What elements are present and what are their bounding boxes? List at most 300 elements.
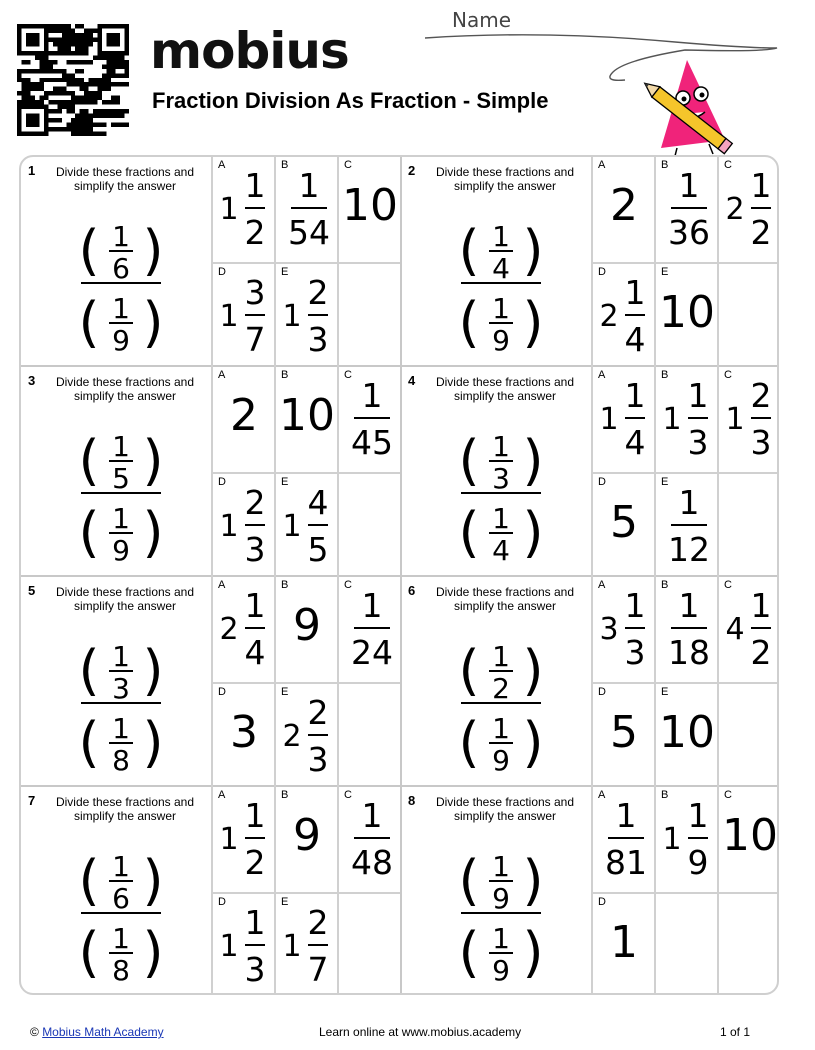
answer-choice-d[interactable]: [591, 892, 654, 995]
answer-choice-c[interactable]: [337, 367, 400, 472]
choice-whole: 10: [722, 810, 778, 861]
answer-choice-b[interactable]: [654, 157, 717, 262]
choice-whole: 2: [610, 180, 638, 231]
choice-value: [593, 264, 656, 369]
choice-letter: D: [218, 476, 226, 488]
top-fraction-numerator: 1: [112, 430, 130, 463]
answer-choice-a[interactable]: [211, 577, 274, 682]
paren-left: (: [458, 291, 480, 354]
answer-choice-c[interactable]: [717, 577, 779, 682]
top-fraction-denominator: 6: [112, 252, 130, 285]
top-fraction-numerator: 1: [112, 640, 130, 673]
answer-choice-d[interactable]: [211, 472, 274, 577]
choice-value: [656, 367, 719, 472]
empty-cell: [337, 892, 400, 995]
choice-numerator: 1: [624, 273, 646, 312]
paren-left: (: [78, 219, 100, 282]
choice-value: [593, 474, 656, 579]
choice-denominator: 3: [307, 320, 329, 359]
pencil-mascot-icon: [641, 60, 733, 156]
problem-prompt: Divide these fractions and simplify the answer: [435, 375, 575, 403]
choice-value: [656, 157, 719, 262]
choice-letter: B: [281, 579, 289, 591]
copyright-symbol: ©: [30, 1025, 39, 1039]
problem-8: [401, 787, 779, 995]
choice-numerator: 1: [624, 376, 646, 415]
paren-right: ): [142, 291, 164, 354]
problem-5: [21, 577, 401, 787]
choice-letter: D: [598, 476, 606, 488]
choice-whole: 5: [610, 497, 638, 548]
choice-letter: C: [344, 369, 352, 381]
choice-denominator: 9: [687, 843, 709, 882]
answer-choice-c[interactable]: [337, 157, 400, 262]
empty-cell: [337, 262, 400, 367]
complex-fraction: [451, 627, 551, 787]
complex-fraction: [71, 837, 171, 995]
choice-whole: 1: [610, 917, 638, 968]
answer-choice-a[interactable]: [591, 367, 654, 472]
choice-numerator: 1: [687, 796, 709, 835]
choice-value: [656, 577, 719, 682]
bottom-fraction-numerator: 1: [492, 292, 510, 325]
complex-fraction: [71, 207, 171, 367]
choice-whole: 5: [610, 707, 638, 758]
choice-numerator: 1: [244, 903, 266, 942]
paren-left: (: [78, 501, 100, 564]
bottom-fraction-numerator: 1: [492, 502, 510, 535]
choice-whole: 3: [599, 612, 619, 647]
choice-value: [719, 367, 779, 472]
empty-cell: [717, 262, 779, 367]
choice-letter: A: [218, 579, 226, 591]
choice-numerator: 1: [361, 376, 383, 415]
choice-whole: 1: [219, 509, 239, 544]
choice-value: [213, 894, 276, 995]
paren-right: ): [522, 639, 544, 702]
choice-numerator: 1: [298, 166, 320, 205]
top-fraction-denominator: 3: [492, 462, 510, 495]
choice-numerator: 1: [678, 483, 700, 522]
choice-letter: A: [598, 789, 606, 801]
paren-right: ): [522, 291, 544, 354]
choice-denominator: 3: [750, 423, 772, 462]
answer-choice-d[interactable]: [211, 892, 274, 995]
choice-letter: A: [218, 159, 226, 171]
answer-choice-e[interactable]: [654, 472, 717, 577]
choice-value: [213, 367, 276, 472]
choice-value: [276, 577, 339, 682]
problem-prompt: Divide these fractions and simplify the answer: [55, 165, 195, 193]
complex-fraction: [451, 417, 551, 577]
choice-whole: 2: [282, 719, 302, 754]
choice-value: [276, 684, 339, 789]
choice-whole: 3: [230, 707, 258, 758]
bottom-fraction-denominator: 9: [492, 744, 510, 777]
answer-choice-d[interactable]: [211, 262, 274, 367]
answer-choice-c[interactable]: [717, 157, 779, 262]
choice-letter: E: [281, 476, 289, 488]
bottom-fraction-denominator: 4: [492, 534, 510, 567]
choice-value: [213, 577, 276, 682]
choice-whole: 2: [599, 299, 619, 334]
problem-number: 1: [28, 163, 36, 178]
choice-whole: 10: [279, 390, 335, 441]
choice-whole: 1: [219, 929, 239, 964]
choice-value: [213, 684, 276, 789]
answer-choice-a[interactable]: [211, 367, 274, 472]
choice-numerator: 1: [678, 586, 700, 625]
answer-choice-c[interactable]: [717, 367, 779, 472]
choice-numerator: 1: [244, 586, 266, 625]
answer-choice-b[interactable]: [274, 157, 337, 262]
choice-value: [339, 787, 402, 892]
choice-denominator: 4: [244, 633, 266, 672]
choice-whole: 10: [342, 180, 398, 231]
choice-denominator: 4: [624, 423, 646, 462]
choice-value: [339, 367, 402, 472]
paren-right: ): [522, 501, 544, 564]
choice-denominator: 5: [307, 530, 329, 569]
choice-letter: A: [598, 369, 606, 381]
top-fraction-numerator: 1: [492, 430, 510, 463]
bottom-fraction-numerator: 1: [112, 712, 130, 745]
choice-letter: B: [281, 159, 289, 171]
choice-denominator: 3: [244, 530, 266, 569]
choice-value: [593, 684, 656, 789]
complex-fraction: [451, 207, 551, 367]
choice-denominator: 7: [244, 320, 266, 359]
choice-value: [719, 157, 779, 262]
answer-choice-e[interactable]: [654, 682, 717, 787]
problem-1: [21, 157, 401, 367]
paren-right: ): [142, 921, 164, 984]
problem-number: 5: [28, 583, 36, 598]
paren-right: ): [142, 501, 164, 564]
problem-prompt: Divide these fractions and simplify the answer: [55, 375, 195, 403]
bottom-fraction-denominator: 8: [112, 954, 130, 987]
name-line-decoration: [425, 30, 785, 158]
top-fraction-denominator: 4: [492, 252, 510, 285]
choice-denominator: 2: [244, 843, 266, 882]
choice-denominator: 36: [668, 213, 710, 252]
choice-denominator: 48: [351, 843, 393, 882]
choice-whole: 9: [293, 600, 321, 651]
answer-choice-a[interactable]: [211, 787, 274, 892]
choice-numerator: 2: [307, 693, 329, 732]
top-fraction-numerator: 1: [492, 220, 510, 253]
problem-prompt: Divide these fractions and simplify the answer: [55, 795, 195, 823]
choice-value: [276, 787, 339, 892]
footer-center-text: Learn online at www.mobius.academy: [319, 1025, 522, 1039]
choice-letter: B: [661, 159, 669, 171]
choice-letter: A: [218, 369, 226, 381]
choice-value: [656, 264, 719, 369]
paren-left: (: [78, 639, 100, 702]
paren-left: (: [78, 921, 100, 984]
answer-choice-d[interactable]: [591, 262, 654, 367]
choice-whole: 1: [662, 402, 682, 437]
choice-value: [213, 157, 276, 262]
choice-letter: B: [661, 369, 669, 381]
choice-denominator: 24: [351, 633, 393, 672]
top-fraction-numerator: 1: [492, 850, 510, 883]
choice-letter: E: [661, 266, 669, 278]
choice-whole: 2: [230, 390, 258, 441]
problem-number: 4: [408, 373, 416, 388]
choice-numerator: 2: [307, 273, 329, 312]
choice-denominator: 2: [750, 213, 772, 252]
choice-whole: 9: [293, 810, 321, 861]
choice-letter: C: [724, 789, 732, 801]
bottom-fraction-numerator: 1: [492, 922, 510, 955]
complex-fraction: [451, 837, 551, 995]
choice-letter: D: [598, 266, 606, 278]
choice-denominator: 18: [668, 633, 710, 672]
choice-whole: 4: [725, 612, 745, 647]
answer-choice-b[interactable]: [654, 577, 717, 682]
problem-number: 6: [408, 583, 416, 598]
bottom-fraction-numerator: 1: [112, 502, 130, 535]
choice-letter: E: [281, 896, 289, 908]
paren-right: ): [522, 219, 544, 282]
problem-number: 8: [408, 793, 416, 808]
answer-choice-e[interactable]: [274, 472, 337, 577]
choice-letter: D: [218, 896, 226, 908]
paren-left: (: [78, 711, 100, 774]
problem-6: [401, 577, 779, 787]
empty-cell: [337, 682, 400, 787]
paren-left: (: [78, 291, 100, 354]
choice-value: [719, 787, 779, 892]
choice-value: [276, 367, 339, 472]
answer-choice-e[interactable]: [274, 892, 337, 995]
answer-choice-a[interactable]: [591, 577, 654, 682]
choice-value: [593, 787, 656, 892]
choice-value: [276, 894, 339, 995]
top-fraction-denominator: 9: [492, 882, 510, 915]
answer-choice-a[interactable]: [591, 157, 654, 262]
choice-letter: B: [281, 789, 289, 801]
choice-denominator: 7: [307, 950, 329, 989]
empty-cell: [717, 892, 779, 995]
choice-letter: B: [661, 579, 669, 591]
bottom-fraction-numerator: 1: [112, 922, 130, 955]
answer-choice-c[interactable]: [337, 577, 400, 682]
empty-cell: [654, 892, 717, 995]
choice-numerator: 1: [244, 796, 266, 835]
paren-left: (: [458, 849, 480, 912]
problem-prompt: Divide these fractions and simplify the answer: [435, 585, 575, 613]
answer-choice-e[interactable]: [274, 262, 337, 367]
mobius-logo: mobius: [150, 22, 349, 80]
choice-denominator: 3: [687, 423, 709, 462]
answer-choice-a[interactable]: [591, 787, 654, 892]
choice-numerator: 3: [244, 273, 266, 312]
bottom-fraction-denominator: 9: [112, 534, 130, 567]
empty-cell: [717, 682, 779, 787]
paren-left: (: [458, 429, 480, 492]
problem-prompt: Divide these fractions and simplify the answer: [55, 585, 195, 613]
choice-whole: 1: [662, 822, 682, 857]
paren-right: ): [142, 429, 164, 492]
answer-choice-b[interactable]: [274, 367, 337, 472]
answer-choice-b[interactable]: [654, 367, 717, 472]
answer-choice-c[interactable]: [717, 787, 779, 892]
problem-4: [401, 367, 779, 577]
top-fraction-numerator: 1: [112, 220, 130, 253]
choice-letter: D: [218, 266, 226, 278]
choice-numerator: 1: [244, 166, 266, 205]
problem-grid: [19, 155, 779, 995]
choice-numerator: 1: [615, 796, 637, 835]
choice-letter: C: [724, 579, 732, 591]
top-fraction-numerator: 1: [112, 850, 130, 883]
choice-denominator: 81: [605, 843, 647, 882]
choice-letter: C: [344, 159, 352, 171]
paren-left: (: [458, 711, 480, 774]
choice-whole: 10: [659, 707, 715, 758]
problem-2: [401, 157, 779, 367]
choice-letter: B: [281, 369, 289, 381]
choice-whole: 1: [282, 929, 302, 964]
choice-letter: E: [661, 686, 669, 698]
choice-value: [656, 474, 719, 579]
choice-denominator: 12: [668, 530, 710, 569]
choice-whole: 10: [659, 287, 715, 338]
worksheet-title: Fraction Division As Fraction - Simple: [152, 88, 549, 113]
choice-letter: E: [281, 266, 289, 278]
choice-denominator: 2: [750, 633, 772, 672]
choice-denominator: 45: [351, 423, 393, 462]
problem-number: 2: [408, 163, 416, 178]
top-fraction-denominator: 2: [492, 672, 510, 705]
choice-whole: 1: [725, 402, 745, 437]
choice-denominator: 54: [288, 213, 330, 252]
choice-whole: 1: [282, 299, 302, 334]
paren-left: (: [458, 921, 480, 984]
choice-value: [339, 577, 402, 682]
answer-choice-b[interactable]: [654, 787, 717, 892]
answer-choice-d[interactable]: [591, 472, 654, 577]
choice-letter: D: [218, 686, 226, 698]
choice-numerator: 1: [361, 796, 383, 835]
choice-letter: D: [598, 686, 606, 698]
choice-whole: 2: [219, 612, 239, 647]
choice-denominator: 3: [624, 633, 646, 672]
choice-letter: C: [344, 579, 352, 591]
bottom-fraction-numerator: 1: [112, 292, 130, 325]
top-fraction-denominator: 3: [112, 672, 130, 705]
choice-denominator: 2: [244, 213, 266, 252]
paren-right: ): [522, 711, 544, 774]
choice-numerator: 2: [750, 376, 772, 415]
choice-denominator: 4: [624, 320, 646, 359]
paren-left: (: [458, 639, 480, 702]
choice-numerator: 1: [750, 166, 772, 205]
choice-value: [593, 157, 656, 262]
choice-value: [276, 264, 339, 369]
choice-denominator: 3: [244, 950, 266, 989]
choice-value: [656, 787, 719, 892]
choice-letter: D: [598, 896, 606, 908]
top-fraction-denominator: 6: [112, 882, 130, 915]
choice-value: [719, 577, 779, 682]
paren-right: ): [142, 219, 164, 282]
choice-value: [593, 894, 656, 995]
paren-right: ): [142, 849, 164, 912]
choice-whole: 2: [725, 192, 745, 227]
bottom-fraction-numerator: 1: [492, 712, 510, 745]
choice-value: [593, 367, 656, 472]
answer-choice-d[interactable]: [211, 682, 274, 787]
choice-numerator: 4: [307, 483, 329, 522]
choice-value: [656, 684, 719, 789]
bottom-fraction-denominator: 9: [112, 324, 130, 357]
bottom-fraction-denominator: 8: [112, 744, 130, 777]
paren-left: (: [78, 429, 100, 492]
problem-number: 7: [28, 793, 36, 808]
problem-7: [21, 787, 401, 995]
top-fraction-numerator: 1: [492, 640, 510, 673]
choice-letter: B: [661, 789, 669, 801]
answer-choice-b[interactable]: [274, 577, 337, 682]
footer-copyright: [30, 1025, 164, 1039]
choice-whole: 1: [219, 299, 239, 334]
problem-prompt: Divide these fractions and simplify the answer: [435, 165, 575, 193]
paren-right: ): [142, 711, 164, 774]
choice-numerator: 1: [361, 586, 383, 625]
answer-choice-a[interactable]: [211, 157, 274, 262]
choice-letter: C: [724, 159, 732, 171]
choice-numerator: 1: [624, 586, 646, 625]
complex-fraction: [71, 627, 171, 787]
empty-cell: [717, 472, 779, 577]
choice-letter: A: [218, 789, 226, 801]
choice-value: [213, 474, 276, 579]
problem-number: 3: [28, 373, 36, 388]
answer-choice-e[interactable]: [274, 682, 337, 787]
footer-page-number: 1 of 1: [720, 1025, 751, 1039]
paren-left: (: [458, 219, 480, 282]
paren-right: ): [142, 639, 164, 702]
bottom-fraction-denominator: 9: [492, 324, 510, 357]
answer-choice-e[interactable]: [654, 262, 717, 367]
answer-choice-b[interactable]: [274, 787, 337, 892]
mobius-academy-link[interactable]: Mobius Math Academy: [42, 1025, 164, 1039]
qr-code-icon: [17, 24, 129, 136]
choice-numerator: 1: [750, 586, 772, 625]
answer-choice-d[interactable]: [591, 682, 654, 787]
choice-letter: A: [598, 579, 606, 591]
choice-letter: C: [724, 369, 732, 381]
choice-letter: E: [661, 476, 669, 488]
top-fraction-denominator: 5: [112, 462, 130, 495]
choice-letter: C: [344, 789, 352, 801]
answer-choice-c[interactable]: [337, 787, 400, 892]
choice-whole: 1: [219, 192, 239, 227]
paren-left: (: [458, 501, 480, 564]
paren-right: ): [522, 921, 544, 984]
choice-value: [213, 787, 276, 892]
paren-left: (: [78, 849, 100, 912]
choice-whole: 1: [219, 822, 239, 857]
choice-numerator: 1: [687, 376, 709, 415]
choice-value: [593, 577, 656, 682]
choice-letter: E: [281, 686, 289, 698]
choice-numerator: 1: [678, 166, 700, 205]
choice-letter: A: [598, 159, 606, 171]
